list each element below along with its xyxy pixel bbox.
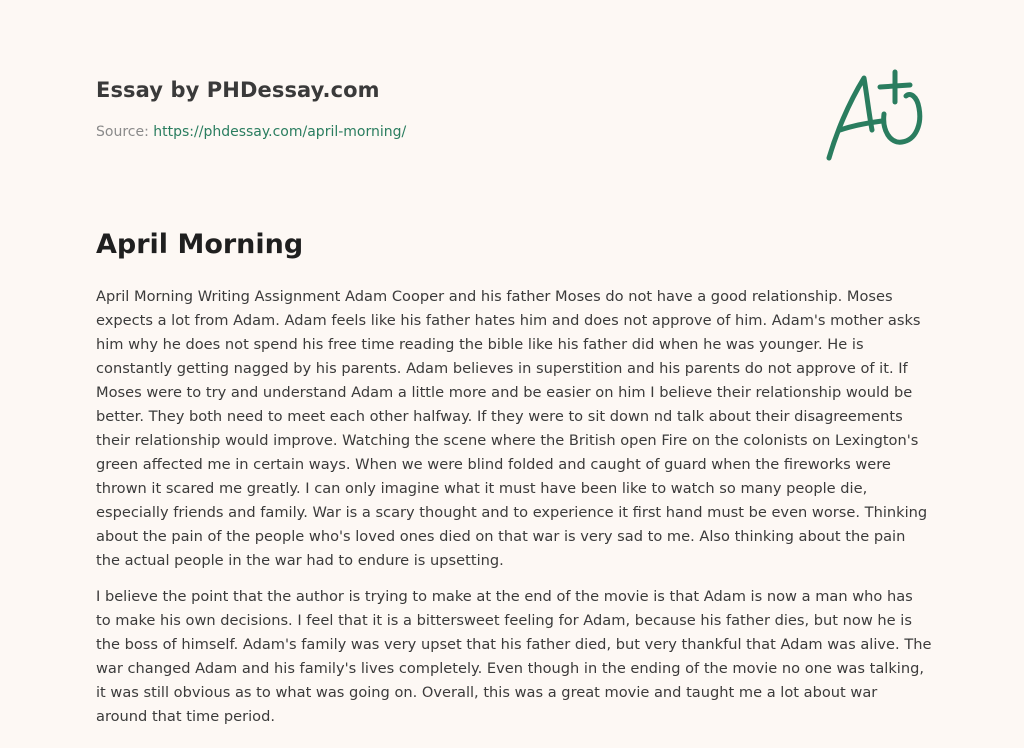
source-label: Source: bbox=[96, 124, 149, 140]
source-link[interactable]: https://phdessay.com/april-morning/ bbox=[153, 124, 407, 140]
article-paragraph: I believe the point that the author is trying to make at the end of the movie is that Adam is now a man who has to make his own decisions. I feel that it is a bittersweet feeling for Adam, because his father dies, but now he is the boss of himself. Adam's family was very upset that his father died, but very thankful that Adam was alive. The war changed Adam and his family's lives completely. Even though in the ending of the movie no one was talking, it was still obvious as to what was going on. Overall, this was a great movie and taught me a lot about war around that time period. bbox=[96, 588, 932, 725]
site-title: Essay by PHDessay.com bbox=[96, 78, 380, 102]
page-header bbox=[96, 76, 796, 142]
a-plus-grade-icon bbox=[822, 66, 928, 166]
article-paragraph: April Morning Writing Assignment Adam Cooper and his father Moses do not have a good relationship. Moses expects a lot from Adam. Adam feels like his father hates him and does not approve of him. Adam's mother asks him why he does not spend his free time reading the bible like his father did when he was younger. He is constantly getting nagged by his parents. Adam believes in superstition and his parents do not approve of it. If Moses were to try and understand Adam a little more and be easier on him I believe their relationship would be better. They both need to meet each other halfway. If they were to sit down nd talk about their disagreements their relationship would improve. Watching the scene where the British open Fire on the colonists on Lexington's green affected me in certain ways. When we were blind folded and caught of guard when the fireworks were thrown it scared me greatly. I can only imagine what it must have been like to watch so many people die, especially friends and family. War is a scary thought and to experience it first hand must be even worse. Thinking about the pain of the people who's loved ones died on that war is very sad to me. Also thinking about the pain the actual people in the war had to endure is upsetting. bbox=[96, 288, 928, 569]
source-line bbox=[96, 122, 796, 142]
article-title: April Morning bbox=[96, 229, 304, 260]
article-body bbox=[96, 285, 932, 741]
